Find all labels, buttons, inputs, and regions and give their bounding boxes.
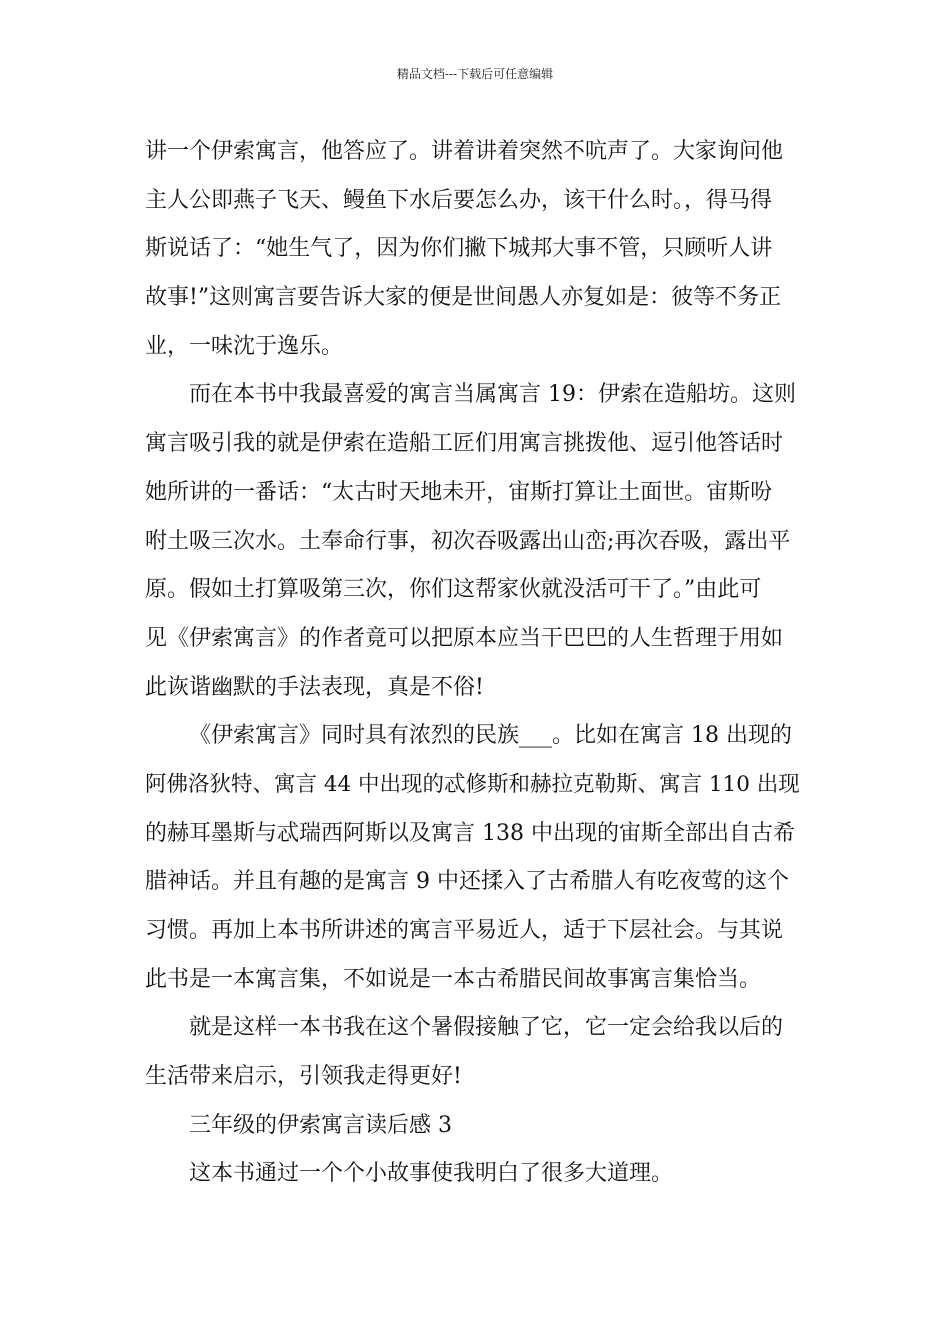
text-line: 主人公即燕子飞天、鳗鱼下水后要怎么办，该干什么时。，得马得: [145, 187, 773, 213]
text-line: 讲一个伊索寓言，他答应了。讲着讲着突然不吭声了。大家询问他: [145, 139, 784, 164]
text-line: 业，一味沈于逸乐。: [145, 333, 344, 359]
text-line: 咐土吸三次水。土奉命行事，初次吞吸露出山峦;再次吞吸，露出平: [145, 528, 791, 554]
text-line: 寓言吸引我的就是伊索在造船工匠们用寓言挑拨他、逗引他答话时: [145, 431, 784, 457]
text-line: 腊神话。并且有趣的是寓言 9 中还揉入了古希腊人有吃夜莺的这个: [145, 869, 789, 895]
text-line: 这本书通过一个个小故事使我明白了很多大道理。: [189, 1161, 674, 1187]
text-line: 习惯。再加上本书所讲述的寓言平易近人，适于下层社会。与其说: [145, 918, 784, 943]
page-header: 精品文档---下载后可任意编辑: [396, 67, 554, 81]
text-line: 阿佛洛狄特、寓言 44 中出现的忒修斯和赫拉克勒斯、寓言 110 出现: [145, 771, 800, 797]
text-line: 三年级的伊索寓言读后感 3: [189, 1112, 452, 1138]
text-line: 她所讲的一番话：“太古时天地未开，宙斯打算让土面世。宙斯吩: [145, 479, 773, 505]
document-body: [145, 128, 810, 1199]
text-line: 斯说话了：“她生气了，因为你们撇下城邦大事不管，只顾听人讲: [145, 236, 773, 262]
text-line: 此书是一本寓言集，不如说是一本古希腊民间故事寓言集恰当。: [145, 966, 762, 992]
text-line: 原。假如土打算吸第三次，你们这帮家伙就没活可干了。”由此可: [145, 577, 762, 603]
text-line: 而在本书中我最喜爱的寓言当属寓言 19：伊索在造船坊。这则: [189, 382, 796, 408]
text-line: 见《伊索寓言》的作者竟可以把原本应当干巴巴的人生哲理于用如: [145, 625, 784, 651]
text-line: 此诙谐幽默的手法表现，真是不俗!: [145, 674, 484, 700]
text-line: 故事!”这则寓言要告诉大家的便是世间愚人亦复如是：彼等不务正: [145, 285, 782, 311]
text-line: 的赫耳墨斯与忒瑞西阿斯以及寓言 138 中出现的宙斯全部出自古希: [145, 820, 795, 846]
text-line: 就是这样一本书我在这个暑假接触了它，它一定会给我以后的: [189, 1015, 784, 1041]
text-line: 生活带来启示，引领我走得更好!: [145, 1064, 462, 1090]
text-line: 《伊索寓言》同时具有浓烈的民族___。比如在寓言 18 出现的: [189, 723, 792, 749]
